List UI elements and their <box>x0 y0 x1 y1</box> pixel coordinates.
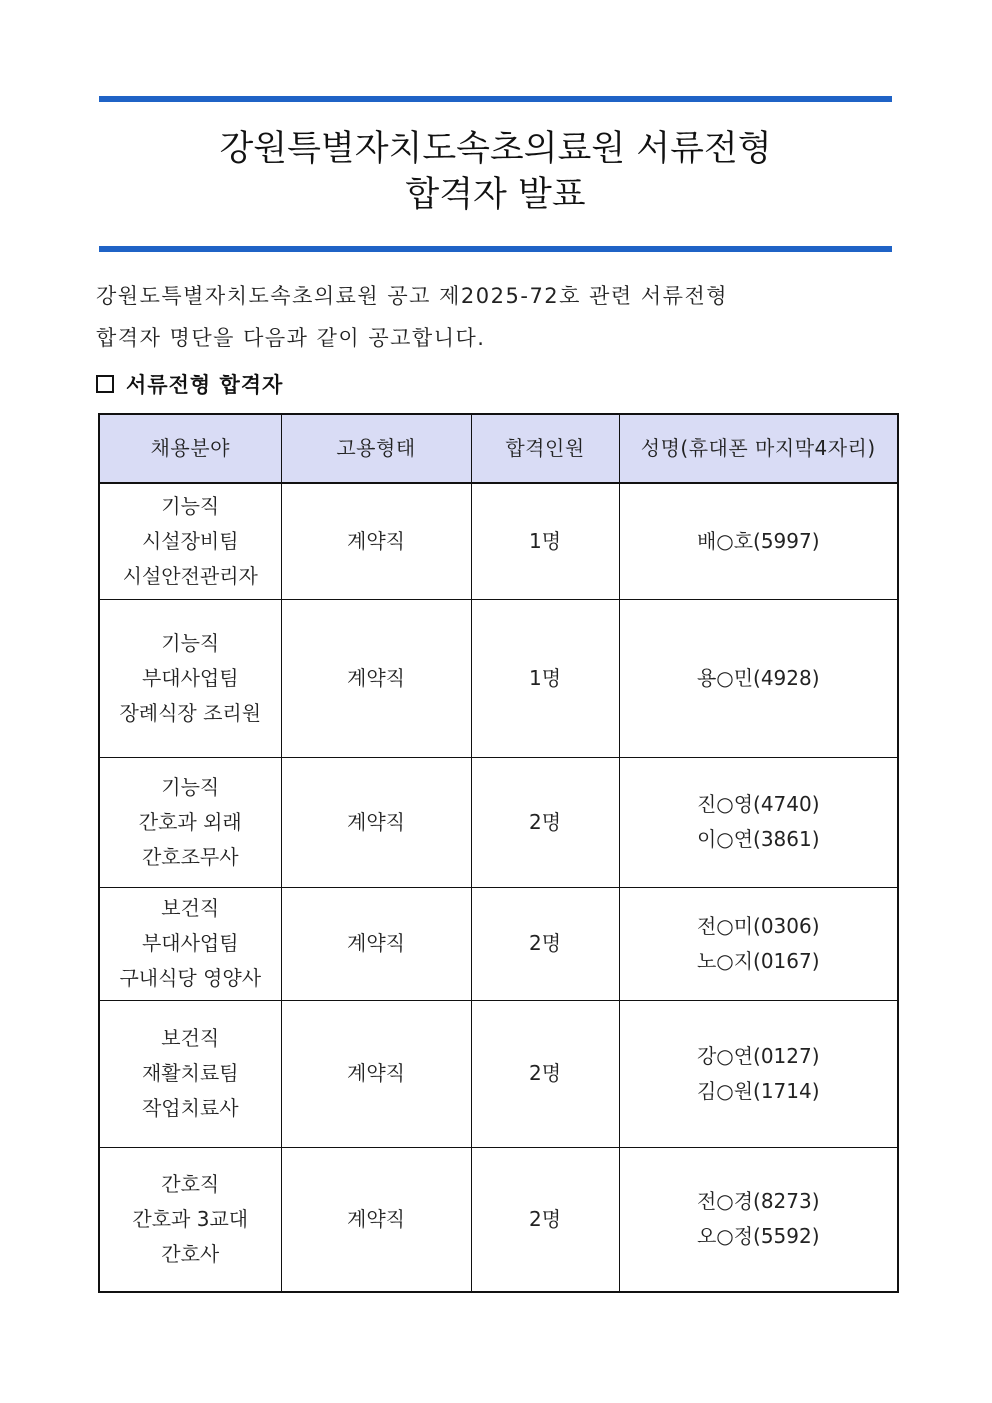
square-bullet-icon <box>96 375 114 393</box>
field-cell <box>99 1147 281 1292</box>
field-position: 간호사 <box>161 1241 220 1266</box>
field-team: 재활치료팀 <box>141 1061 239 1085</box>
applicant-name: 전○경(8273) <box>696 1189 820 1214</box>
applicant-name: 김○원(1714) <box>696 1078 820 1103</box>
field-category: 기능직 <box>161 493 220 518</box>
page-subtitle: 합격자 발표 <box>405 175 586 215</box>
count-cell: 2명 <box>471 887 619 1000</box>
section-heading <box>96 369 283 399</box>
type-cell: 계약직 <box>281 483 471 599</box>
applicants-table <box>98 413 899 1293</box>
applicant-name: 용○민(4928) <box>696 665 820 690</box>
field-category: 보건직 <box>161 896 220 920</box>
header-field: 채용분야 <box>99 414 281 483</box>
count-cell: 2명 <box>471 757 619 887</box>
field-category: 보건직 <box>161 1026 220 1050</box>
table-row <box>99 1147 898 1292</box>
field-position: 구내식당 영양사 <box>119 966 262 990</box>
page-title: 강원특별자치도속초의료원 서류전형 <box>219 129 772 169</box>
table-row <box>99 757 898 887</box>
applicant-name: 노○지(0167) <box>696 948 820 973</box>
field-cell <box>99 1000 281 1147</box>
field-category: 기능직 <box>161 774 220 799</box>
names-cell <box>619 1147 898 1292</box>
applicant-name: 오○정(5592) <box>696 1224 820 1249</box>
field-team: 간호과 외래 <box>138 809 242 834</box>
field-category: 간호직 <box>161 1171 220 1196</box>
header-names: 성명(휴대폰 마지막4자리) <box>619 414 898 483</box>
intro-line-2: 합격자 명단을 다음과 같이 공고합니다. <box>96 326 486 350</box>
type-cell: 계약직 <box>281 599 471 757</box>
top-rule <box>99 96 892 102</box>
field-team: 시설장비팀 <box>141 528 239 553</box>
count-cell: 2명 <box>471 1147 619 1292</box>
count-cell: 1명 <box>471 599 619 757</box>
count-cell: 1명 <box>471 483 619 599</box>
table-row <box>99 1000 898 1147</box>
applicant-name: 이○연(3861) <box>696 827 820 851</box>
names-cell <box>619 599 898 757</box>
type-cell: 계약직 <box>281 757 471 887</box>
field-cell <box>99 757 281 887</box>
section-heading-text: 서류전형 합격자 <box>126 373 284 397</box>
field-position: 간호조무사 <box>141 844 239 869</box>
field-team: 부대사업팀 <box>141 931 239 955</box>
field-team: 부대사업팀 <box>141 665 239 690</box>
bottom-rule <box>99 246 892 252</box>
applicant-name: 진○영(4740) <box>696 792 820 816</box>
type-cell: 계약직 <box>281 1000 471 1147</box>
type-cell: 계약직 <box>281 887 471 1000</box>
type-cell: 계약직 <box>281 1147 471 1292</box>
field-cell <box>99 887 281 1000</box>
field-cell <box>99 599 281 757</box>
applicant-name: 강○연(0127) <box>696 1043 820 1068</box>
field-team: 간호과 3교대 <box>132 1206 249 1231</box>
names-cell <box>619 887 898 1000</box>
names-cell <box>619 483 898 599</box>
names-cell <box>619 1000 898 1147</box>
intro-line-1: 강원도특별자치도속초의료원 공고 제2025-72호 관련 서류전형 <box>96 284 729 308</box>
count-cell: 2명 <box>471 1000 619 1147</box>
field-cell <box>99 483 281 599</box>
header-type: 고용형태 <box>281 414 471 483</box>
field-position: 장례식장 조리원 <box>119 700 262 725</box>
names-cell <box>619 757 898 887</box>
table-header-row <box>99 414 898 483</box>
field-category: 기능직 <box>161 630 220 655</box>
table-row <box>99 887 898 1000</box>
field-position: 작업치료사 <box>141 1096 239 1120</box>
table-row <box>99 599 898 757</box>
header-count: 합격인원 <box>471 414 619 483</box>
field-position: 시설안전관리자 <box>122 563 258 588</box>
applicant-name: 배○호(5997) <box>696 528 820 553</box>
table-row <box>99 483 898 599</box>
applicant-name: 전○미(0306) <box>696 913 820 938</box>
